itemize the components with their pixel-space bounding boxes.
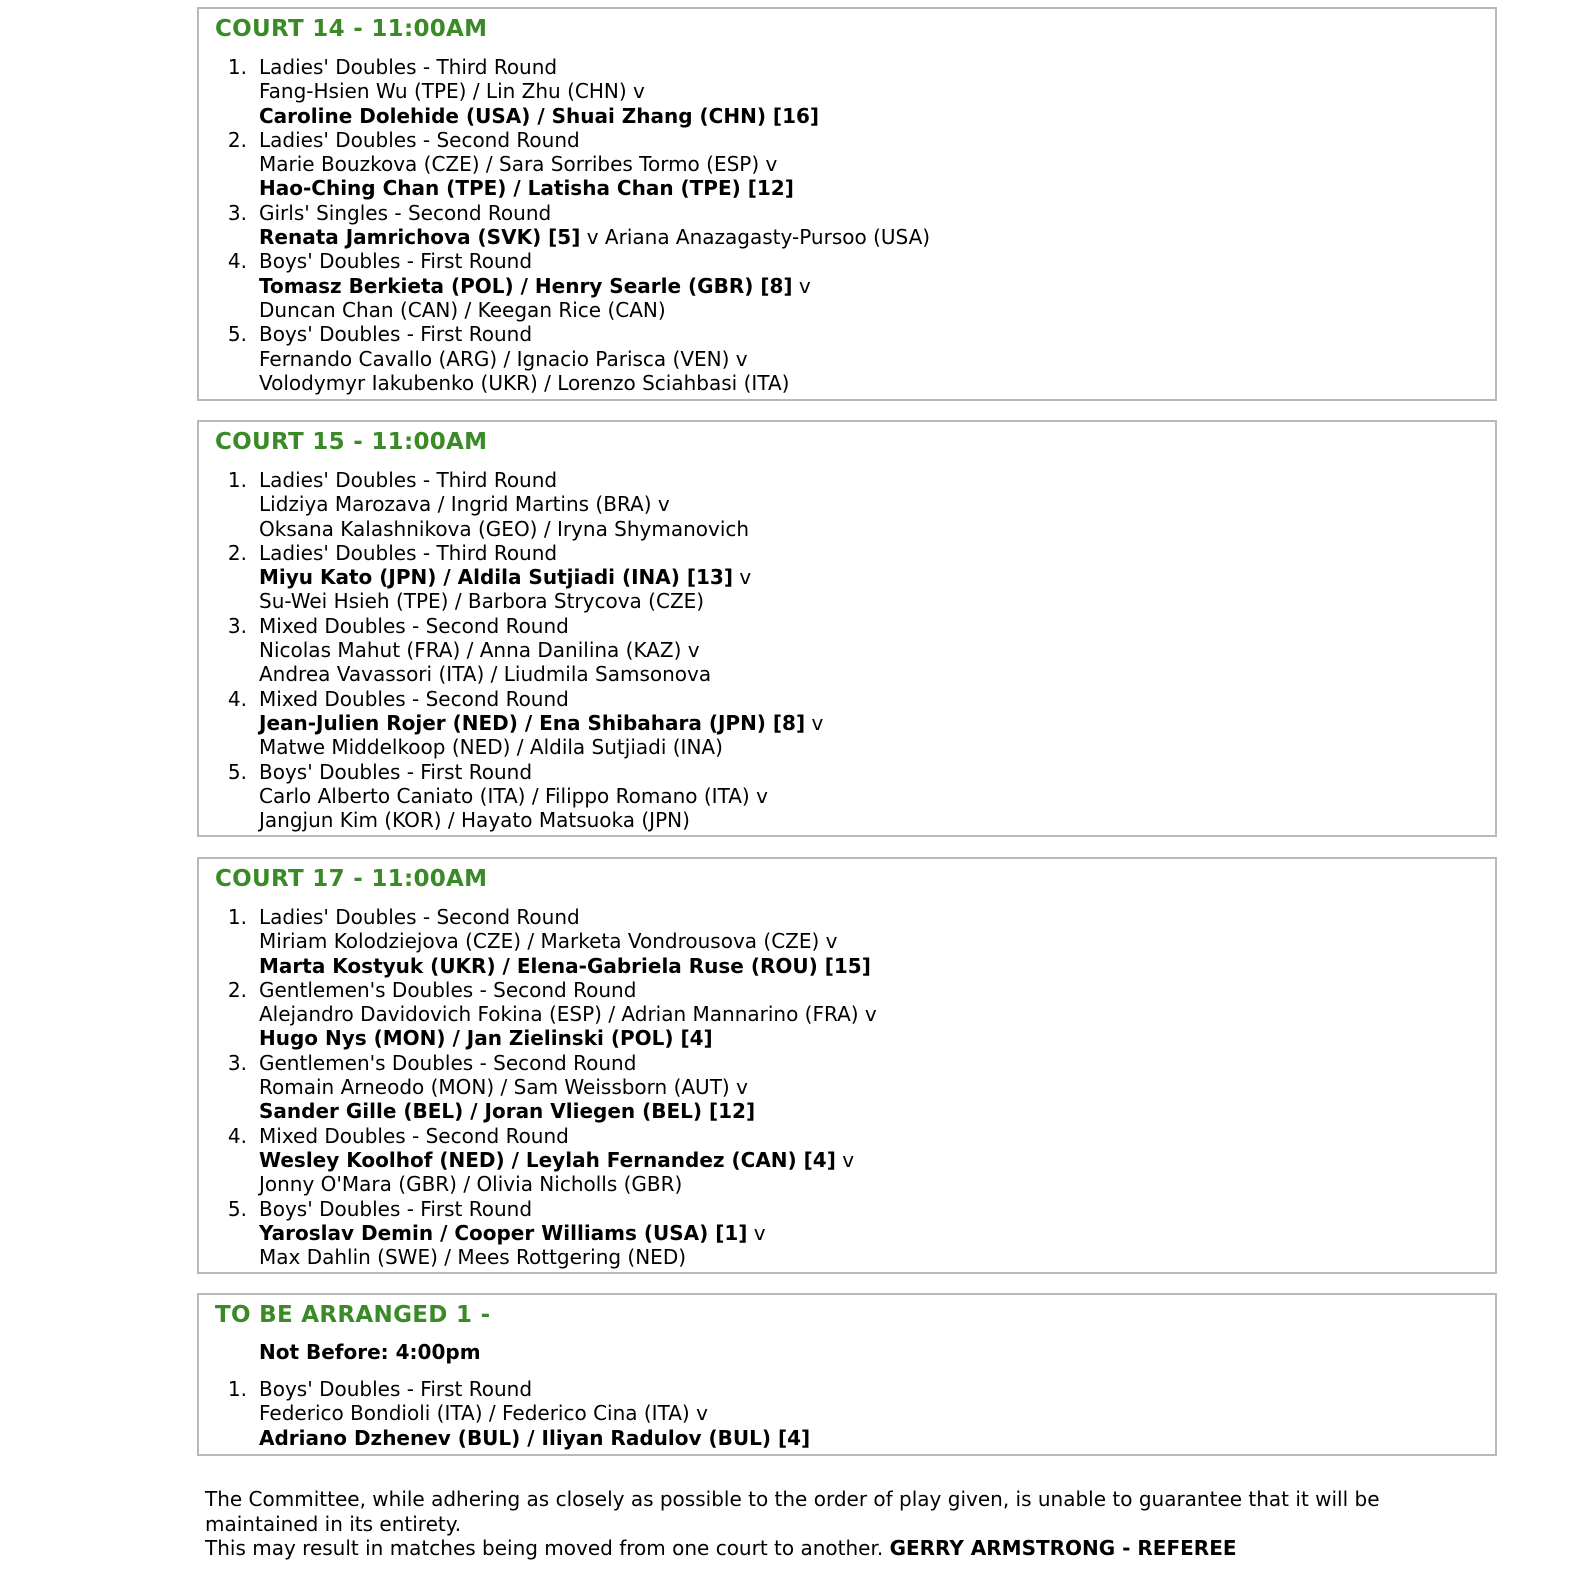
winner-text: Caroline Dolehide (USA) / Shuai Zhang (CHN) [16] xyxy=(259,103,820,128)
winner-text: Hao-Ching Chan (TPE) / Latisha Chan (TPE) [12] xyxy=(259,176,794,201)
match-number: 4. xyxy=(227,686,247,711)
player-text: Matwe Middelkoop (NED) / Aldila Sutjiadi (INA) xyxy=(259,735,723,760)
player-text: v xyxy=(835,1147,855,1172)
event-name: Ladies' Doubles - Second Round xyxy=(259,905,580,929)
match-item xyxy=(199,249,1495,322)
winner-text: Tomasz Berkieta (POL) / Henry Searle (GBR) [8] xyxy=(259,273,793,298)
match-item xyxy=(199,55,1495,128)
court-box xyxy=(197,1293,1497,1456)
players-line xyxy=(259,1245,686,1269)
match-number: 2. xyxy=(227,540,247,565)
winner-text: Jean-Julien Rojer (NED) / Ena Shibahara (JPN) [8] xyxy=(259,710,806,735)
player-text: Max Dahlin (SWE) / Mees Rottgering (NED) xyxy=(259,1245,687,1270)
players-line xyxy=(259,298,666,322)
player-text: Volodymyr Iakubenko (UKR) / Lorenzo Sciahbasi (ITA) xyxy=(259,370,790,395)
event-name: Girls' Singles - Second Round xyxy=(259,200,552,225)
player-text: Miriam Kolodziejova (CZE) / Marketa Vondrousova (CZE) v xyxy=(259,929,838,954)
players-line xyxy=(259,104,819,128)
player-text: Alejandro Davidovich Fokina (ESP) / Adrian Mannarino (FRA) v xyxy=(259,1002,877,1027)
court-box xyxy=(197,420,1497,837)
event-name: Ladies' Doubles - Third Round xyxy=(259,55,558,79)
players-line xyxy=(259,954,871,978)
match-item xyxy=(199,1377,1495,1450)
event-name: Boys' Doubles - First Round xyxy=(259,1196,533,1221)
player-text: Su-Wei Hsieh (TPE) / Barbora Strycova (CZE) xyxy=(259,589,705,614)
match-item xyxy=(199,978,1495,1051)
match-item xyxy=(199,905,1495,978)
court-box xyxy=(197,857,1497,1274)
match-item xyxy=(199,128,1495,201)
player-text: v xyxy=(747,1220,766,1245)
players-line xyxy=(259,711,823,735)
winner-text: Sander Gille (BEL) / Joran Vliegen (BEL) [12] xyxy=(259,1099,756,1124)
match-number: 2. xyxy=(227,127,247,152)
player-text: Jangjun Kim (KOR) / Hayato Matsuoka (JPN) xyxy=(259,808,690,833)
players-line xyxy=(259,808,690,832)
court-title: TO BE ARRANGED 1 - xyxy=(215,1302,491,1328)
player-text: Duncan Chan (CAN) / Keegan Rice (CAN) xyxy=(259,297,666,322)
players-line xyxy=(259,79,645,103)
event-name: Ladies' Doubles - Third Round xyxy=(259,540,558,565)
players-line xyxy=(259,1099,755,1123)
match-number: 5. xyxy=(227,759,247,784)
winner-text: Miyu Kato (JPN) / Aldila Sutjiadi (INA) [13] xyxy=(259,565,733,590)
players-line xyxy=(259,1426,810,1450)
players-line xyxy=(259,1221,766,1245)
event-name: Ladies' Doubles - Third Round xyxy=(259,468,558,492)
winner-text: Hugo Nys (MON) / Jan Zielinski (POL) [4] xyxy=(259,1026,713,1051)
match-item xyxy=(199,541,1495,614)
match-item xyxy=(199,687,1495,760)
player-text: v xyxy=(792,273,811,298)
event-name: Gentlemen's Doubles - Second Round xyxy=(259,977,637,1002)
match-item xyxy=(199,322,1495,395)
winner-text: Marta Kostyuk (UKR) / Elena-Gabriela Ruse (ROU) [15] xyxy=(259,953,871,978)
match-number: 3. xyxy=(227,613,247,638)
players-line xyxy=(259,662,711,686)
winner-text: Wesley Koolhof (NED) / Leylah Fernandez (CAN) [4] xyxy=(259,1147,836,1172)
player-text: Oksana Kalashnikova (GEO) / Iryna Shymanovich xyxy=(259,516,750,541)
winner-text: Adriano Dzhenev (BUL) / Iliyan Radulov (BUL) [4] xyxy=(259,1425,811,1450)
player-text: Carlo Alberto Caniato (ITA) / Filippo Romano (ITA) v xyxy=(259,783,768,808)
referee-name: GERRY ARMSTRONG - REFEREE xyxy=(889,1536,1237,1560)
player-text: Andrea Vavassori (ITA) / Liudmila Samsonova xyxy=(259,662,712,687)
player-text: v xyxy=(732,565,752,590)
event-name: Boys' Doubles - First Round xyxy=(259,249,533,274)
player-text: Romain Arneodo (MON) / Sam Weissborn (AUT) v xyxy=(259,1075,748,1100)
match-item xyxy=(199,468,1495,541)
players-line xyxy=(259,784,768,808)
event-name: Boys' Doubles - First Round xyxy=(259,759,533,784)
match-number: 4. xyxy=(227,249,247,274)
players-line xyxy=(259,589,704,613)
match-item xyxy=(199,201,1495,250)
players-line xyxy=(259,1172,682,1196)
players-line xyxy=(259,929,838,953)
match-number: 1. xyxy=(227,905,247,929)
players-line xyxy=(259,1401,708,1425)
players-line xyxy=(259,517,749,541)
event-name: Mixed Doubles - Second Round xyxy=(259,686,569,711)
players-line xyxy=(259,274,811,298)
players-line xyxy=(259,735,723,759)
players-line xyxy=(259,1026,713,1050)
player-text: Jonny O'Mara (GBR) / Olivia Nicholls (GBR) xyxy=(259,1172,683,1197)
player-text: v Ariana Anazagasty-Pursoo (USA) xyxy=(580,225,931,250)
event-name: Mixed Doubles - Second Round xyxy=(259,1123,569,1148)
players-line xyxy=(259,1148,854,1172)
match-number: 2. xyxy=(227,977,247,1002)
match-number: 3. xyxy=(227,200,247,225)
winner-text: Yaroslav Demin / Cooper Williams (USA) [1] xyxy=(259,1220,748,1245)
committee-notice xyxy=(205,1487,1495,1561)
match-item xyxy=(199,614,1495,687)
match-number: 3. xyxy=(227,1050,247,1075)
court-title: COURT 17 - 11:00AM xyxy=(215,866,488,892)
players-line xyxy=(259,1002,877,1026)
players-line xyxy=(259,492,670,516)
match-number: 5. xyxy=(227,1196,247,1221)
match-item xyxy=(199,1197,1495,1270)
player-text: Nicolas Mahut (FRA) / Anna Danilina (KAZ) v xyxy=(259,638,700,663)
players-line xyxy=(259,176,794,200)
player-text: Marie Bouzkova (CZE) / Sara Sorribes Tormo (ESP) v xyxy=(259,152,778,177)
winner-text: Renata Jamrichova (SVK) [5] xyxy=(259,225,581,250)
notice-text: The Committee, while adhering as closely as possible to the order of play given, is unable to guarantee that it will be maintained in its entirety. xyxy=(205,1487,1380,1536)
players-line xyxy=(259,347,748,371)
match-number: 1. xyxy=(227,468,247,492)
event-name: Gentlemen's Doubles - Second Round xyxy=(259,1050,637,1075)
event-name: Boys' Doubles - First Round xyxy=(259,1377,533,1401)
match-item xyxy=(199,1051,1495,1124)
player-text: Federico Bondioli (ITA) / Federico Cina (ITA) v xyxy=(259,1401,708,1426)
court-title: COURT 15 - 11:00AM xyxy=(215,429,488,455)
event-name: Boys' Doubles - First Round xyxy=(259,322,533,347)
match-number: 1. xyxy=(227,55,247,79)
player-text: v xyxy=(805,710,824,735)
player-text: Fang-Hsien Wu (TPE) / Lin Zhu (CHN) v xyxy=(259,79,645,104)
player-text: Fernando Cavallo (ARG) / Ignacio Parisca (VEN) v xyxy=(259,346,748,371)
event-name: Mixed Doubles - Second Round xyxy=(259,613,569,638)
match-item xyxy=(199,1124,1495,1197)
not-before-time: Not Before: 4:00pm xyxy=(259,1340,481,1364)
court-title: COURT 14 - 11:00AM xyxy=(215,16,488,42)
notice-text-2: This may result in matches being moved from one court to another. xyxy=(205,1536,890,1560)
match-number: 1. xyxy=(227,1377,247,1401)
players-line xyxy=(259,371,789,395)
court-box xyxy=(197,7,1497,401)
match-item xyxy=(199,760,1495,833)
match-number: 5. xyxy=(227,322,247,347)
players-line xyxy=(259,1075,748,1099)
players-line xyxy=(259,638,700,662)
match-number: 4. xyxy=(227,1123,247,1148)
notice-line-2 xyxy=(205,1536,1495,1561)
event-name: Ladies' Doubles - Second Round xyxy=(259,127,580,152)
players-line xyxy=(259,225,930,249)
players-line xyxy=(259,565,751,589)
players-line xyxy=(259,152,777,176)
player-text: Lidziya Marozava / Ingrid Martins (BRA) v xyxy=(259,492,670,517)
